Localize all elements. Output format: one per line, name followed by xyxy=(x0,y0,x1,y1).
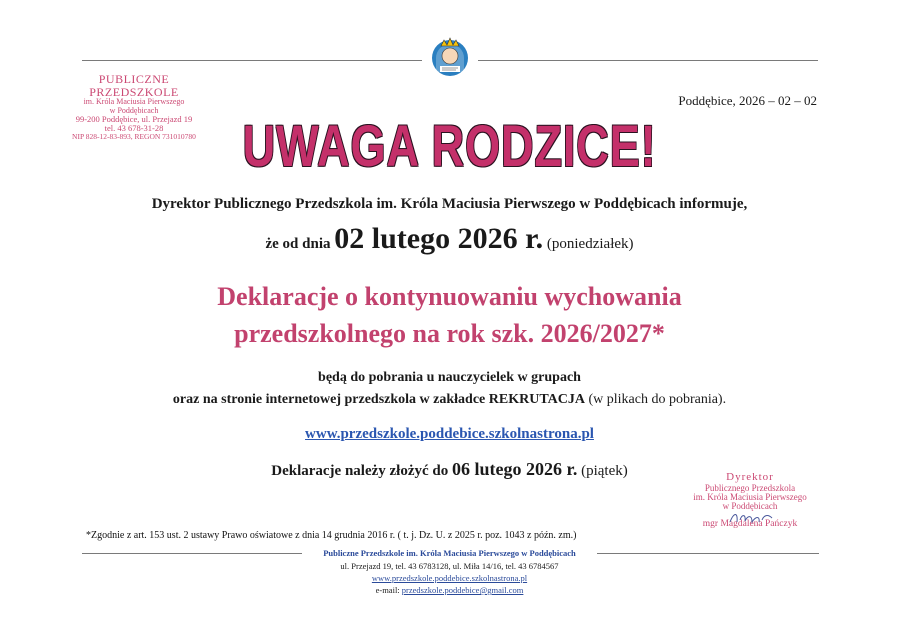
stamp-line: NIP 828-12-83-893, REGON 731010780 xyxy=(72,131,196,141)
director-signature-stamp xyxy=(680,472,820,530)
footer-org-name: Publiczne Przedszkole im. Króla Maciusia Pierwszego w Poddębicach xyxy=(323,548,576,558)
declaration-heading-line2: przedszkolnego na rok szk. 2026/2027* xyxy=(234,319,665,348)
availability-prefix: oraz na stronie internetowej przedszkola w zakładce xyxy=(172,392,486,407)
footer-address: ul. Przejazd 19, tel. 43 6783128, ul. Miła 14/16, tel. 43 6784567 xyxy=(340,561,559,571)
deadline-day: (piątek) xyxy=(581,463,628,479)
footer-web-link[interactable]: www.przedszkole.poddebice.szkolnastrona.pl xyxy=(371,573,528,583)
footer-email xyxy=(0,585,899,596)
footer-email-link[interactable]: przedszkole.poddebice@gmail.com xyxy=(401,585,524,595)
signature-line: im. Króla Maciusia Pierwszego xyxy=(693,491,807,502)
availability-line2 xyxy=(0,392,899,408)
stamp-line: PUBLICZNE PRZEDSZKOLE xyxy=(89,72,179,99)
start-date-line xyxy=(0,222,899,256)
signature-line: w Poddębicach xyxy=(722,501,778,512)
document-date: Poddębice, 2026 – 02 – 02 xyxy=(678,93,817,108)
footer-web xyxy=(0,573,899,584)
signature-name: mgr Magdalena Pańczyk xyxy=(702,518,798,529)
header-divider-left xyxy=(82,60,422,61)
info-line: Dyrektor Publicznego Przedszkola im. Króla Maciusia Pierwszego w Poddębicach informuje, xyxy=(151,196,748,212)
signature-line: Publicznego Przedszkola xyxy=(704,482,796,493)
availability-section: REKRUTACJA xyxy=(488,392,585,407)
website-link[interactable]: www.przedszkole.poddebice.szkolnastrona.pl xyxy=(305,426,594,442)
availability-suffix: (w plikach do pobrania). xyxy=(588,392,727,407)
start-day: (poniedziałek) xyxy=(546,236,634,252)
header-divider-right xyxy=(478,60,818,61)
footer-org xyxy=(0,548,899,559)
footer-email-label: e-mail: xyxy=(375,585,400,595)
page-title: UWAGA RODZICE! xyxy=(242,114,657,179)
start-date-prefix: że od dnia xyxy=(265,236,331,252)
declaration-heading-line1: Deklaracje o kontynuowaniu wychowania xyxy=(217,282,682,311)
handwritten-signature-icon xyxy=(728,510,774,526)
stamp-line: 99-200 Poddębice, ul. Przejazd 19 xyxy=(75,113,193,124)
footnote: *Zgodnie z art. 153 ust. 2 ustawy Prawo oświatowe z dnia 14 grudnia 2016 r. ( t. j. Dz. U. z 2025 r. poz. 1043 z późn. zm.) xyxy=(86,530,577,541)
stamp-line: im. Króla Maciusia Pierwszego xyxy=(83,97,185,107)
deadline-prefix: Deklaracje należy złożyć do xyxy=(271,463,449,479)
stamp-line: tel. 43 678-31-28 xyxy=(104,122,164,133)
availability-line1: będą do pobrania u nauczycielek w grupach xyxy=(318,370,581,385)
deadline-date: 06 lutego 2026 r. xyxy=(452,459,578,479)
stamp-line: w Poddębicach xyxy=(109,105,159,115)
signature-title: Dyrektor xyxy=(726,471,774,483)
start-date: 02 lutego 2026 r. xyxy=(334,222,544,255)
preschool-logo-icon xyxy=(428,32,472,80)
